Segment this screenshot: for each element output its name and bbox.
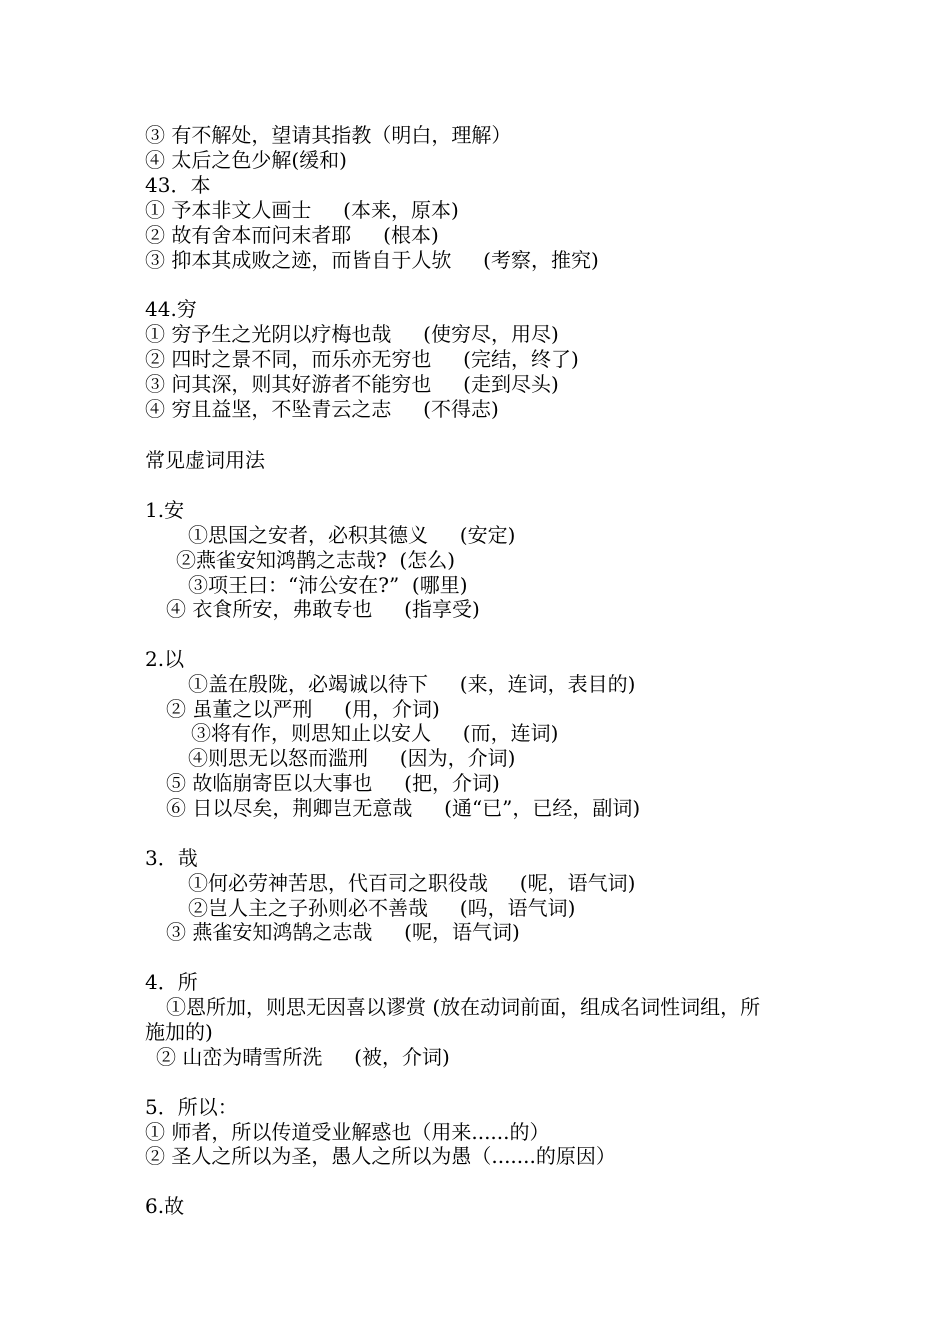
text-line: ② 圣人之所以为圣，愚人之所以为愚（.......的原因） <box>145 1144 616 1168</box>
section-heading: 4．所 <box>145 970 198 994</box>
section-heading: 43．本 <box>145 173 211 197</box>
text-line: ③将有作，则思知止以安人 (而，连词) <box>191 721 559 745</box>
text-line: ③ 燕雀安知鸿鹄之志哉 (呢，语气词) <box>166 920 520 944</box>
page-subtitle: 常见虚词用法 <box>145 448 265 472</box>
text-line: ④则思无以怒而滥刑 (因为，介词) <box>188 746 516 770</box>
text-line: ② 山峦为晴雪所洗 (被，介词) <box>156 1045 450 1069</box>
text-line: 施加的) <box>145 1020 213 1044</box>
text-line: ④ 穷且益坚，不坠青云之志 (不得志) <box>145 397 499 421</box>
text-line: ② 虽董之以严刑 (用，介词) <box>166 697 440 721</box>
text-line: ②岂人主之子孙则必不善哉 (吗，语气词) <box>188 896 576 920</box>
text-line: ③项王曰：“沛公安在?” (哪里) <box>188 573 468 597</box>
text-line: ③ 抑本其成败之迹，而皆自于人欤 (考察，推究) <box>145 248 599 272</box>
text-line: ①盖在殷陇，必竭诚以待下 (来，连词，表目的) <box>188 672 636 696</box>
section-heading: 44.穷 <box>145 297 197 321</box>
text-line: ① 予本非文人画士 (本来，原本) <box>145 198 459 222</box>
text-line: ② 四时之景不同，而乐亦无穷也 (完结，终了) <box>145 347 579 371</box>
text-line: ② 故有舍本而问末者耶 (根本) <box>145 223 439 247</box>
text-line: ① 穷予生之光阴以疗梅也哉 (使穷尽，用尽) <box>145 322 559 346</box>
section-heading: 6.故 <box>145 1194 185 1218</box>
section-heading: 2.以 <box>145 647 185 671</box>
text-line: ①何必劳神苦思，代百司之职役哉 (呢，语气词) <box>188 871 636 895</box>
text-line: ① 师者，所以传道受业解惑也（用来......的） <box>145 1120 550 1144</box>
text-line: ⑥ 日以尽矣，荆卿岂无意哉 (通“已”，已经，副词) <box>166 796 641 820</box>
section-heading: 3．哉 <box>145 846 198 870</box>
text-line: ③ 问其深，则其好游者不能穷也 (走到尽头) <box>145 372 559 396</box>
text-line: ③ 有不解处，望请其指教（明白，理解） <box>145 123 512 147</box>
section-heading: 1.安 <box>145 498 185 522</box>
text-line: ①思国之安者，必积其德义 (安定) <box>188 523 516 547</box>
section-heading: 5．所以： <box>145 1095 238 1119</box>
text-line: ④ 太后之色少解(缓和) <box>145 148 347 172</box>
text-line: ②燕雀安知鸿鹊之志哉? (怎么) <box>176 548 456 572</box>
text-line: ①恩所加，则思无因喜以谬赏 (放在动词前面，组成名词性词组，所 <box>166 995 761 1019</box>
text-line: ④ 衣食所安，弗敢专也 (指享受) <box>166 597 480 621</box>
text-line: ⑤ 故临崩寄臣以大事也 (把，介词) <box>166 771 500 795</box>
